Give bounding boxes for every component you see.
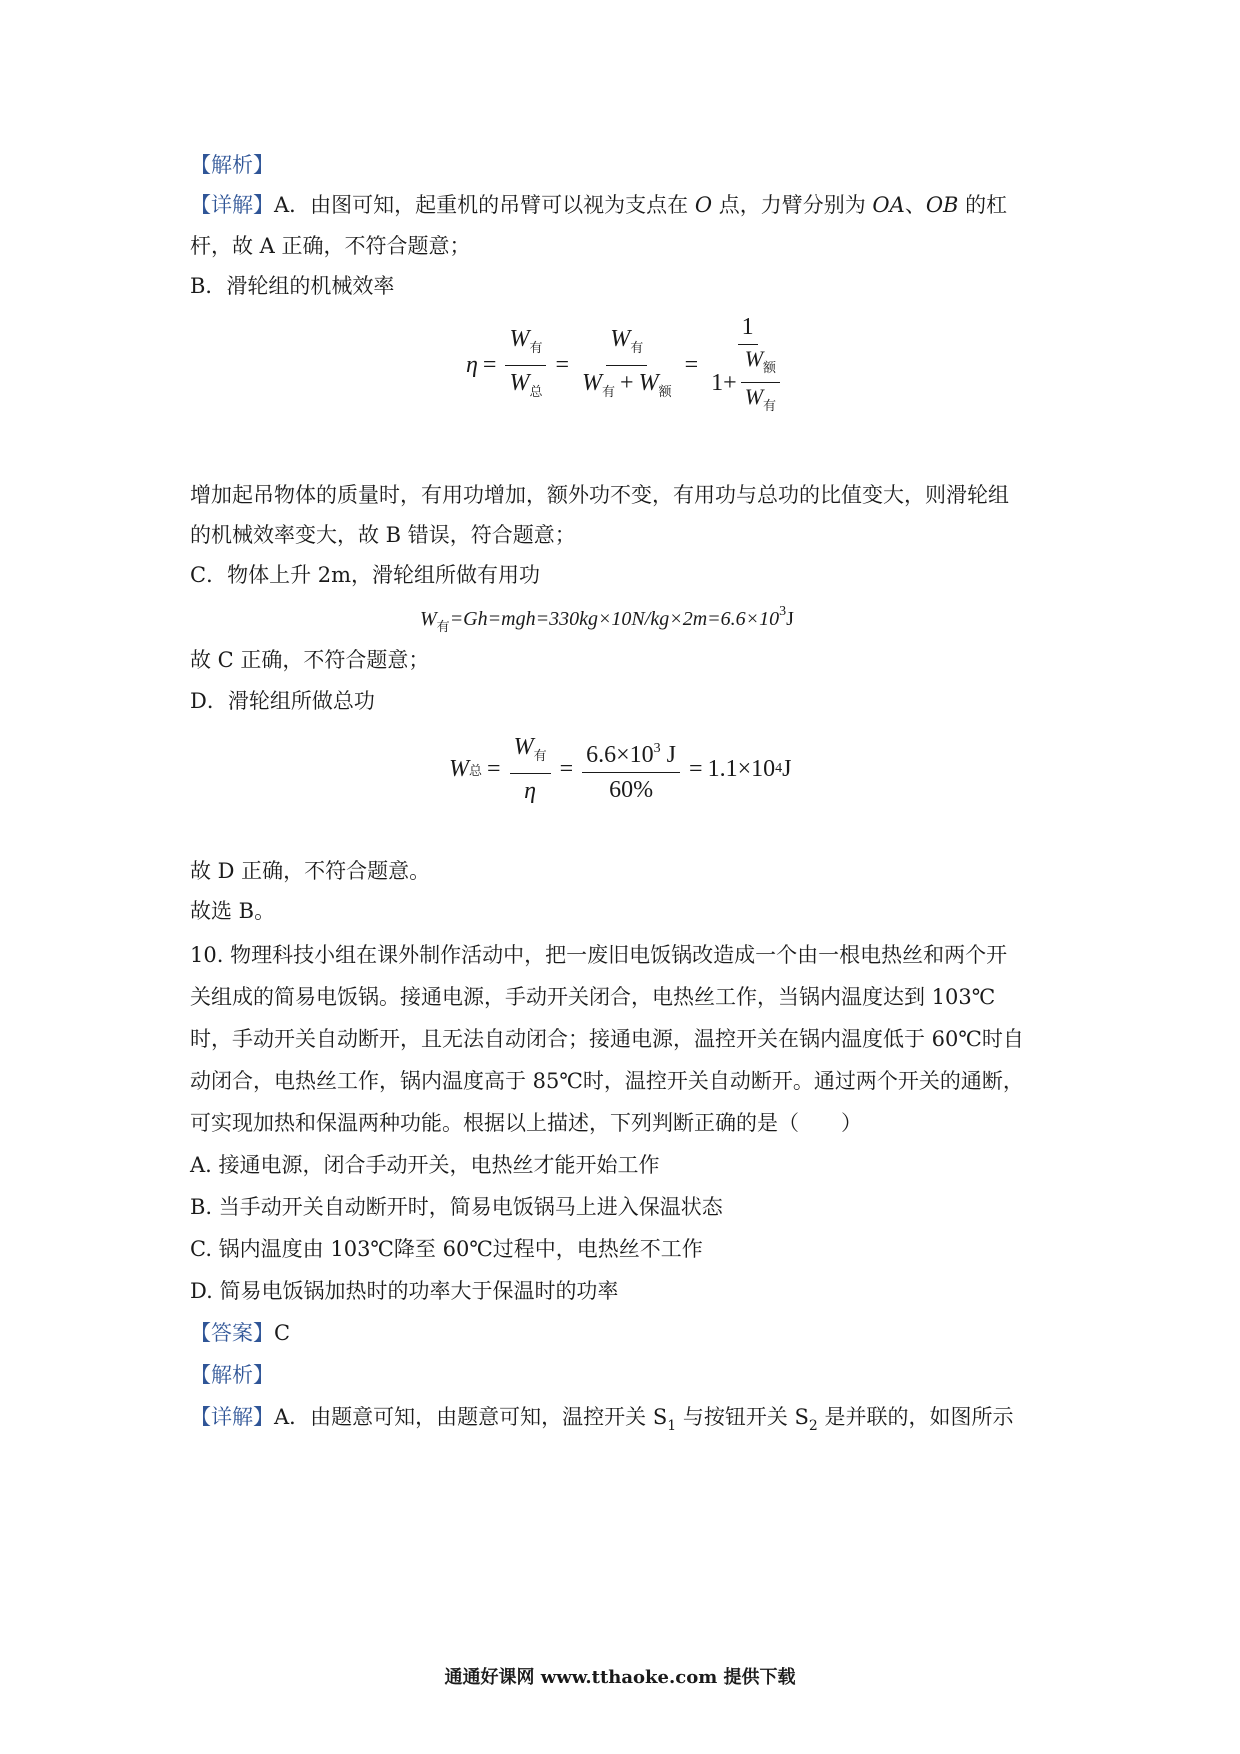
subscript: 有 <box>436 619 450 634</box>
unit: J <box>660 741 677 768</box>
W-symbol: W <box>582 369 603 396</box>
equals-sign: = <box>487 755 501 782</box>
text-line: 故 C 正确，不符合题意； <box>190 648 430 672</box>
eta-symbol: η <box>466 351 478 378</box>
one-plus: 1+ <box>711 369 737 396</box>
text-segment: 是并联的，如图所示 <box>817 1405 1014 1429</box>
page-footer: 通通好课网 www.tthaoke.com 提供下载 <box>444 1667 796 1688</box>
analysis-heading: 【解析】 <box>190 1363 274 1387</box>
option-b: B. 当手动开关自动断开时，简易电饭锅马上进入保温状态 <box>190 1195 723 1219</box>
W-symbol: W <box>638 369 659 396</box>
detail-line-a <box>190 190 1007 220</box>
text-segment: 、 <box>904 193 926 217</box>
result-value: 1.1×10 <box>707 755 776 782</box>
subscript: 有 <box>602 383 616 399</box>
subscript: 1 <box>667 1418 677 1434</box>
total-work-formula <box>449 732 791 806</box>
subscript: 2 <box>808 1418 818 1434</box>
answer-value: C <box>274 1321 291 1345</box>
var-OB: OB <box>925 193 959 217</box>
plus-sign: + <box>620 369 634 396</box>
option-c: C. 锅内温度由 103℃降至 60℃过程中，电热丝不工作 <box>190 1237 703 1261</box>
var-O: O <box>694 193 713 217</box>
question-10-line: 动闭合，电热丝工作，锅内温度高于 85℃时，温控开关自动断开。通过两个开关的通断， <box>190 1069 1024 1093</box>
subscript: 有 <box>533 748 547 763</box>
W-symbol: W <box>509 325 530 352</box>
answer-label: 【答案】 <box>190 1321 274 1345</box>
subscript: 总 <box>469 762 483 778</box>
detail-line-last <box>190 1402 1014 1441</box>
question-10-line: 时，手动开关自动断开，且无法自动闭合；接通电源，温控开关在锅内温度低于 60℃时自 <box>190 1027 1024 1051</box>
efficiency-formula <box>466 312 792 418</box>
numerator-value: 6.6×10 <box>586 741 654 768</box>
text-segment: A．由图可知，起重机的吊臂可以视为支点在 <box>274 193 695 217</box>
W-symbol: W <box>509 369 530 396</box>
text-line: C．物体上升 2m，滑轮组所做有用功 <box>190 563 541 587</box>
equals-sign: = <box>684 351 699 378</box>
numerator-one: 1 <box>738 312 758 345</box>
W-symbol: W <box>744 346 764 371</box>
text-line: 故选 B。 <box>190 899 276 923</box>
question-10-line: 10. 物理科技小组在课外制作活动中，把一废旧电饭锅改造成一个由一根电热丝和两个开 <box>190 943 1008 967</box>
text-line: 故 D 正确，不符合题意。 <box>190 859 431 883</box>
analysis-heading: 【解析】 <box>190 153 274 177</box>
W-symbol: W <box>513 734 534 760</box>
equals-sign: = <box>555 351 570 378</box>
superscript: 3 <box>779 604 787 619</box>
fraction <box>510 732 551 806</box>
text-line: 增加起吊物体的质量时，有用功增加，额外功不变，有用功与总功的比值变大，则滑轮组 <box>190 483 1009 507</box>
inner-fraction <box>741 347 780 418</box>
text-line: 杆，故 A 正确，不符合题意； <box>190 234 471 258</box>
W-symbol: W <box>744 384 764 409</box>
var-OA: OA <box>872 193 905 217</box>
useful-work-formula <box>420 604 794 635</box>
W-symbol: W <box>420 608 437 630</box>
superscript: 3 <box>653 740 661 756</box>
W-symbol: W <box>610 325 631 352</box>
subscript: 额 <box>763 360 777 375</box>
text-segment: A．由题意可知，由题意可知，温控开关 S <box>274 1405 668 1429</box>
superscript: 4 <box>775 761 783 776</box>
text-segment: 的杠 <box>958 193 1008 217</box>
equals-sign: = <box>559 755 574 782</box>
unit: J <box>786 608 794 630</box>
subscript: 有 <box>529 339 543 355</box>
text-line: D．滑轮组所做总功 <box>190 689 375 713</box>
subscript: 额 <box>658 383 672 399</box>
question-10-line: 关组成的简易电饭锅。接通电源，手动开关闭合，电热丝工作，当锅内温度达到 103℃ <box>190 985 996 1009</box>
text-line: B．滑轮组的机械效率 <box>190 274 395 298</box>
fraction <box>505 324 546 407</box>
subscript: 有 <box>763 398 777 413</box>
denominator-value: 60% <box>609 776 654 803</box>
text-segment: 与按钮开关 S <box>676 1405 809 1429</box>
fraction <box>582 734 680 805</box>
equals-sign: = <box>689 755 703 782</box>
unit: J <box>782 755 792 782</box>
answer-line <box>190 1318 290 1348</box>
formula-body: =Gh=mgh=330kg×10N/kg×2m=6.6×10 <box>449 608 780 630</box>
question-10-line: 可实现加热和保温两种功能。根据以上描述，下列判断正确的是（ ） <box>190 1111 862 1135</box>
subscript: 总 <box>529 383 543 399</box>
fraction <box>707 312 788 418</box>
detail-label: 【详解】 <box>190 1405 274 1429</box>
text-segment: 点，力臂分别为 <box>712 193 873 217</box>
W-symbol: W <box>449 755 469 782</box>
eta-symbol: η <box>524 778 537 804</box>
text-line: 的机械效率变大，故 B 错误，符合题意； <box>190 523 576 547</box>
option-a: A. 接通电源，闭合手动开关，电热丝才能开始工作 <box>190 1153 660 1177</box>
option-d: D. 简易电饭锅加热时的功率大于保温时的功率 <box>190 1279 619 1303</box>
equals-sign: = <box>482 351 497 378</box>
subscript: 有 <box>630 339 644 355</box>
detail-label: 【详解】 <box>190 193 274 217</box>
fraction <box>578 324 676 407</box>
